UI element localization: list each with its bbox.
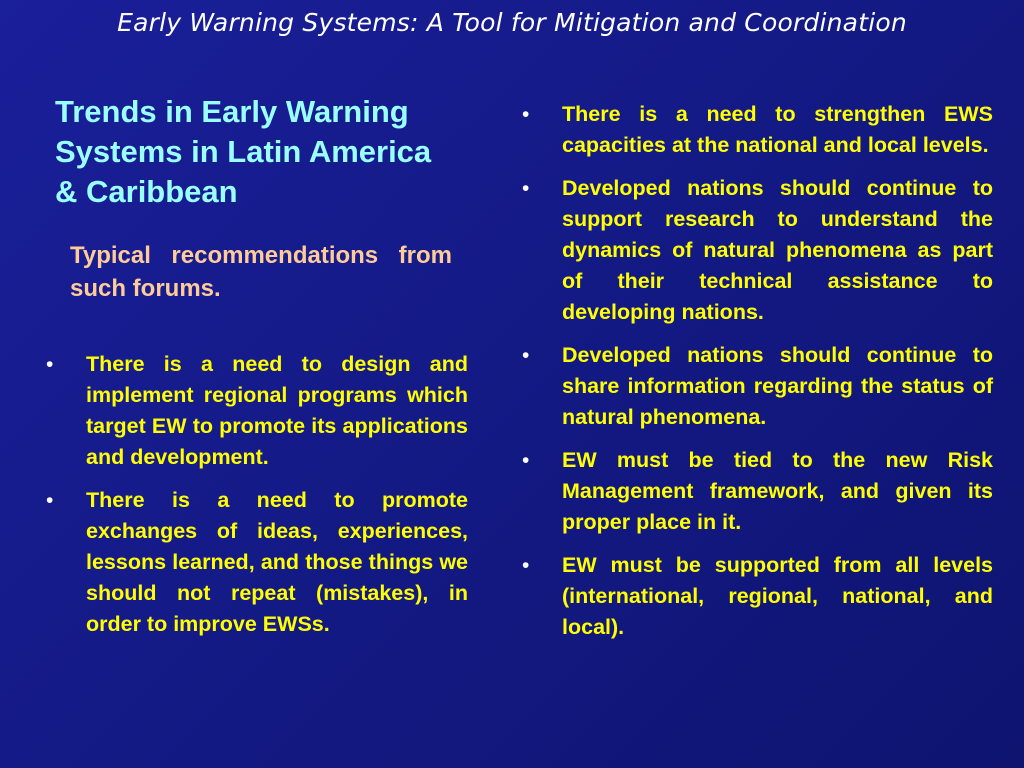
- left-heading-block: [38, 92, 478, 305]
- slide-header: Early Warning Systems: A Tool for Mitigation and Coordination: [117, 8, 907, 37]
- bullet-icon: •: [46, 489, 54, 512]
- bullet-text: There is a need to promote exchanges of ideas, experiences, lessons learned, and those things we should not repeat (mistakes), in order to improve EWSs.: [86, 488, 468, 636]
- bullet-icon: •: [522, 449, 530, 472]
- bullet-item: [514, 173, 993, 328]
- right-bullet-list: [514, 99, 993, 655]
- bullet-item: [38, 349, 468, 473]
- bullet-item: [514, 445, 993, 538]
- bullet-icon: •: [46, 353, 54, 376]
- bullet-item: [514, 550, 993, 643]
- bullet-text: Developed nations should continue to share information regarding the status of natural phenomena.: [562, 343, 993, 429]
- title-line: Systems in Latin America: [55, 134, 432, 169]
- bullet-item: [514, 99, 993, 161]
- bullet-text: Developed nations should continue to support research to understand the dynamics of natural phenomena as part of their technical assistance to developing nations.: [562, 176, 993, 324]
- title-line: & Caribbean: [55, 174, 238, 209]
- slide-subtitle: Typical recommendations from such forums.: [70, 242, 452, 302]
- bullet-icon: •: [522, 103, 530, 126]
- bullet-text: EW must be supported from all levels (international, regional, national, and local).: [562, 553, 993, 639]
- bullet-text: There is a need to design and implement regional programs which target EW to promote its applications and development.: [86, 352, 468, 469]
- bullet-text: There is a need to strengthen EWS capacities at the national and local levels.: [562, 102, 993, 157]
- title-line: Trends in Early Warning: [55, 94, 409, 129]
- bullet-icon: •: [522, 344, 530, 367]
- bullet-icon: •: [522, 177, 530, 200]
- slide-title: [55, 92, 478, 212]
- bullet-text: EW must be tied to the new Risk Management framework, and given its proper place in it.: [562, 448, 993, 534]
- bullet-item: [38, 485, 468, 640]
- bullet-item: [514, 340, 993, 433]
- bullet-icon: •: [522, 554, 530, 577]
- left-bullet-list: [38, 349, 468, 652]
